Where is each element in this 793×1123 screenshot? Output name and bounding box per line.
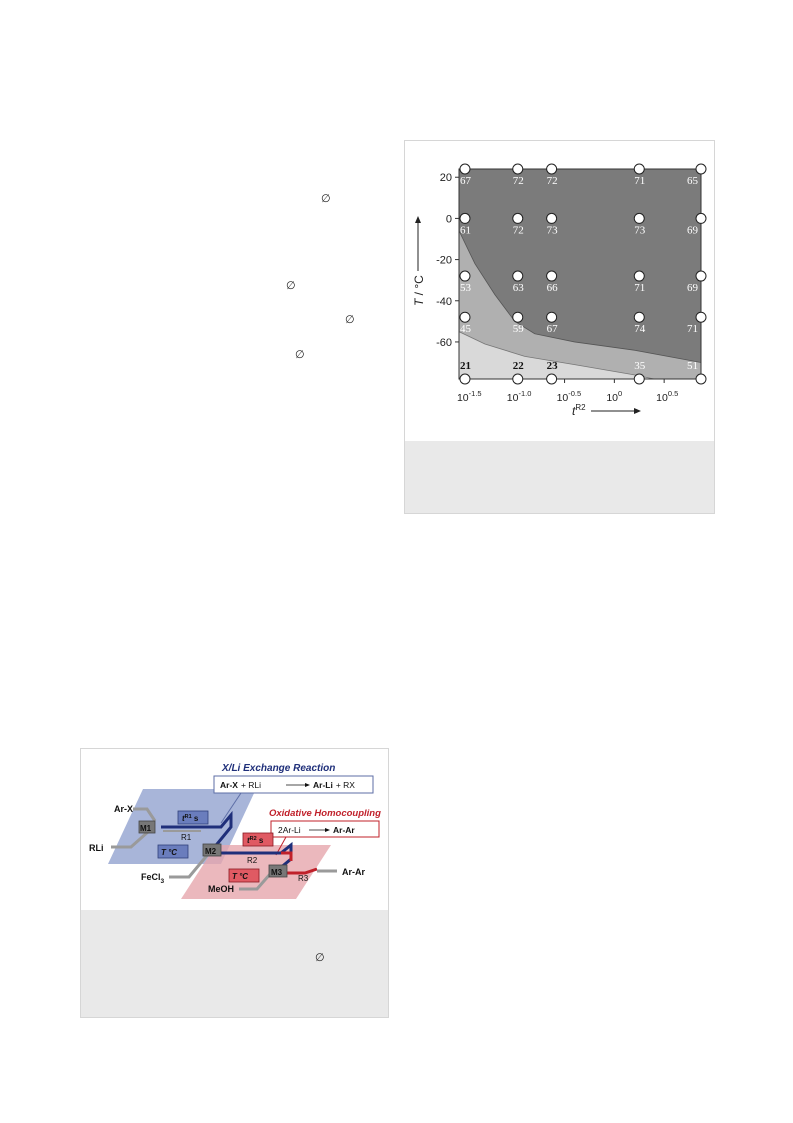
y-tick-label: 0 — [445, 213, 452, 226]
svg-text:Ar-X+ RLi: Ar-X + RLi — [220, 780, 262, 790]
data-point — [513, 271, 523, 281]
y-tick-label: -40 — [436, 295, 452, 308]
empty-set-symbol: ∅ — [321, 192, 331, 205]
yield-contour-chart — [405, 141, 714, 441]
svg-text:Ar-Ar: Ar-Ar — [333, 825, 355, 835]
y-tick-label: -20 — [436, 254, 452, 267]
yield-label: 21 — [459, 360, 471, 372]
svg-text:tR1 s: $t^{R1}$ s — [182, 814, 199, 823]
chart-caption-area — [405, 441, 714, 513]
data-point — [634, 312, 644, 322]
svg-text:Ar-Li+ RX: Ar-Li + RX — [313, 780, 355, 790]
yield-label: 69 — [687, 224, 698, 237]
flow-reactor-diagram — [81, 749, 388, 912]
data-point — [513, 213, 523, 223]
data-point — [513, 164, 523, 174]
svg-text:T °C: T °C — [232, 872, 249, 881]
svg-text:M1: M1 — [140, 824, 152, 833]
data-point — [547, 374, 557, 384]
x-tick-label: $10^0$ — [606, 389, 623, 404]
homocoupling-title: Oxidative Homocoupling — [269, 808, 381, 819]
x-axis-label: $t^{R2}$ — [572, 403, 586, 418]
data-point — [634, 374, 644, 384]
data-point — [460, 164, 470, 174]
empty-set-symbol: ∅ — [286, 279, 296, 292]
yield-label: 67 — [546, 323, 558, 336]
diagram-caption-area — [81, 910, 388, 1017]
yield-label: 59 — [512, 323, 524, 336]
x-tick-label: $10^{-1.0}$ — [506, 389, 532, 404]
yield-label: 73 — [546, 224, 558, 237]
yield-label: 69 — [687, 282, 698, 295]
flow-reactor-figure — [80, 748, 389, 1018]
yield-label: 67 — [459, 175, 471, 187]
x-tick-label: $10^{-0.5}$ — [556, 389, 582, 404]
yield-label: 72 — [512, 224, 524, 237]
data-point — [547, 271, 557, 281]
svg-text:R2: R2 — [247, 856, 258, 865]
data-point — [460, 271, 470, 281]
yield-label: 23 — [546, 360, 558, 372]
svg-text:M3: M3 — [271, 868, 283, 877]
output-arar-label: Ar-Ar — [342, 867, 366, 877]
y-tick-label: 20 — [439, 172, 452, 185]
data-point — [547, 164, 557, 174]
input-rli-label: RLi — [89, 843, 104, 853]
data-point — [547, 213, 557, 223]
svg-text:R1: R1 — [181, 833, 192, 842]
svg-text:tR2 s: $t^{R2}$ s — [247, 836, 264, 845]
yield-label: 65 — [687, 175, 698, 187]
x-tick-label: $10^{0.5}$ — [656, 389, 679, 404]
data-point — [460, 312, 470, 322]
yield-label: 35 — [634, 360, 646, 372]
data-point — [634, 213, 644, 223]
input-meoh-label: MeOH — [208, 884, 235, 894]
input-fecl3-label: FeCl$_3$ — [141, 872, 165, 885]
input-arx-label: Ar-X — [114, 804, 134, 814]
svg-text:R3: R3 — [298, 874, 309, 883]
svg-text:2Ar-Li: 2Ar-Li — [278, 825, 301, 835]
chart-figure — [404, 140, 715, 514]
x-tick-label: $10^{-1.5}$ — [456, 389, 482, 404]
yield-label: 53 — [459, 282, 471, 295]
data-point — [696, 164, 706, 174]
data-point — [460, 374, 470, 384]
yield-label: 71 — [634, 282, 646, 295]
data-point — [696, 374, 706, 384]
yield-label: 74 — [634, 323, 646, 336]
yield-label: 73 — [634, 224, 646, 237]
yield-label: 45 — [459, 323, 471, 336]
yield-label: 51 — [687, 360, 698, 372]
empty-set-symbol: ∅ — [295, 348, 305, 361]
yield-label: 71 — [687, 323, 698, 336]
xli-exchange-title: X/Li Exchange Reaction — [222, 763, 336, 774]
data-point — [513, 312, 523, 322]
svg-text:T °C: T °C — [161, 848, 178, 857]
y-tick-label: -60 — [436, 336, 452, 349]
yield-label: 66 — [546, 282, 558, 295]
yield-label: 72 — [546, 175, 558, 187]
data-point — [513, 374, 523, 384]
data-point — [634, 164, 644, 174]
data-point — [634, 271, 644, 281]
yield-label: 22 — [512, 360, 524, 372]
yield-label: 63 — [512, 282, 524, 295]
y-axis-arrowhead — [415, 216, 421, 223]
empty-set-symbol: ∅ — [315, 951, 325, 964]
empty-set-symbol: ∅ — [345, 313, 355, 326]
svg-text:M2: M2 — [205, 847, 217, 856]
yield-label: 72 — [512, 175, 524, 187]
yield-label: 61 — [459, 224, 471, 237]
data-point — [460, 213, 470, 223]
data-point — [696, 213, 706, 223]
yield-label: 71 — [634, 175, 646, 187]
data-point — [696, 271, 706, 281]
x-axis-arrowhead — [634, 408, 641, 414]
y-axis-label: T / °C — [412, 275, 426, 306]
data-point — [696, 312, 706, 322]
data-point — [547, 312, 557, 322]
